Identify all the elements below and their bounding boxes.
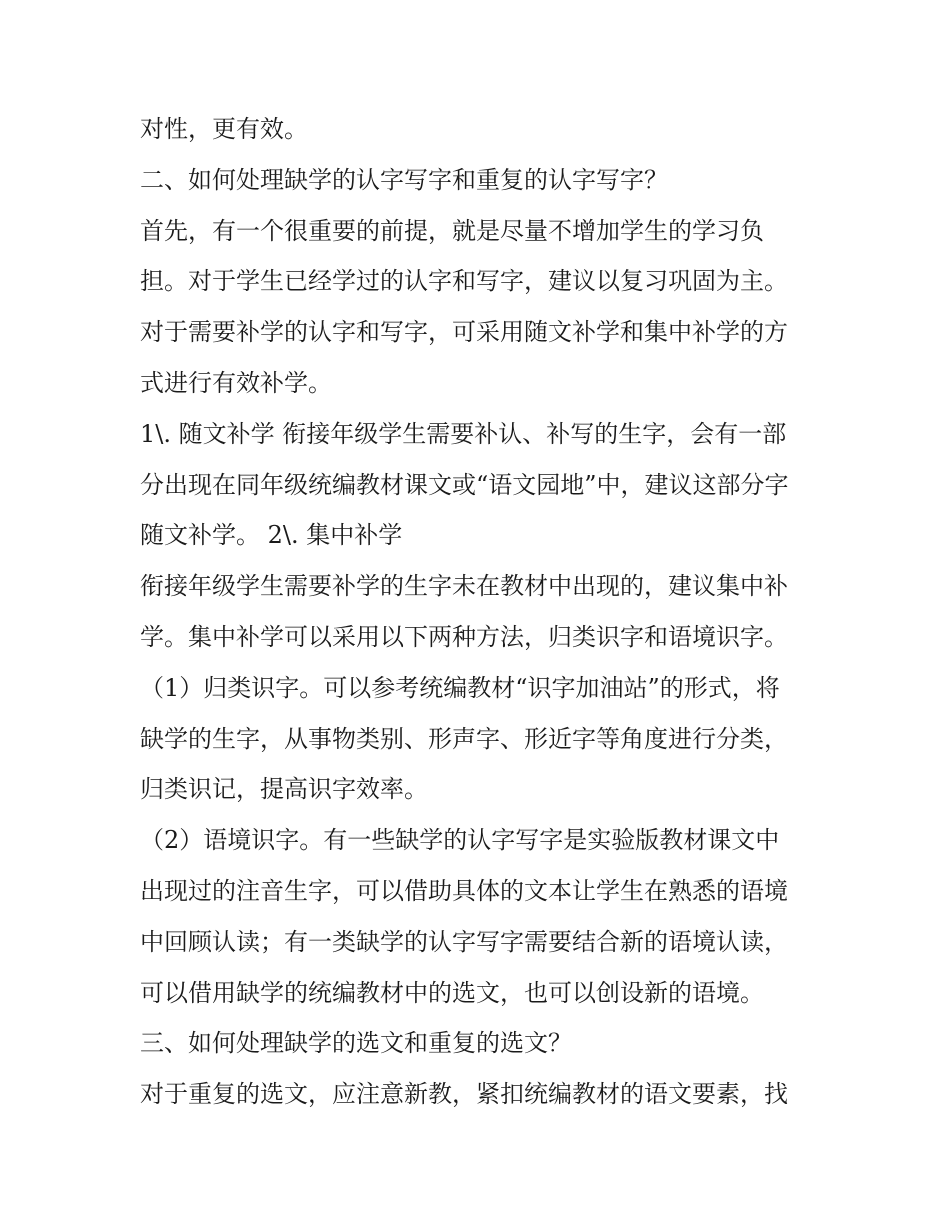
section-heading-2: 二、如何处理缺学的认字写字和重复的认字写字？ <box>140 165 668 194</box>
text-line: 分出现在同年级统编教材课文或“语文园地”中，建议这部分字 <box>140 470 789 499</box>
text-line: 缺学的生字，从事物类别、形声字、形近字等角度进行分类， <box>140 724 788 753</box>
text-line: 式进行有效补学。 <box>140 368 332 397</box>
text-line: 学。集中补学可以采用以下两种方法，归类识字和语境识字。 <box>140 622 788 651</box>
text-line: 随文补学。 2\. 集中补学 <box>140 521 403 550</box>
body-text <box>140 104 820 1120</box>
section-heading-3: 三、如何处理缺学的选文和重复的选文？ <box>140 1029 572 1058</box>
text-line: 中回顾认读；有一类缺学的认字写字需要结合新的语境认读， <box>140 927 788 956</box>
text-line: （1）归类识字。可以参考统编教材“识字加油站”的形式，将 <box>140 673 780 702</box>
text-line: 担。对于学生已经学过的认字和写字，建议以复习巩固为主。 <box>140 267 788 296</box>
text-line: 对于重复的选文，应注意新教，紧扣统编教材的语文要素，找 <box>140 1080 788 1109</box>
text-line: 1\. 随文补学 衔接年级学生需要补认、补写的生字，会有一部 <box>140 419 787 448</box>
text-line: （2）语境识字。有一些缺学的认字写字是实验版教材课文中 <box>140 826 780 855</box>
text-line-continuation: 对性，更有效。 <box>140 115 308 143</box>
text-line: 对于需要补学的认字和写字，可采用随文补学和集中补学的方 <box>140 318 788 347</box>
text-line: 出现过的注音生字，可以借助具体的文本让学生在熟悉的语境 <box>140 876 788 905</box>
text-line: 首先，有一个很重要的前提，就是尽量不增加学生的学习负 <box>140 216 764 245</box>
text-line: 归类识记，提高识字效率。 <box>140 775 428 804</box>
text-line: 可以借用缺学的统编教材中的选文，也可以创设新的语境。 <box>140 978 764 1007</box>
text-line: 衔接年级学生需要补学的生字未在教材中出现的，建议集中补 <box>140 572 788 601</box>
